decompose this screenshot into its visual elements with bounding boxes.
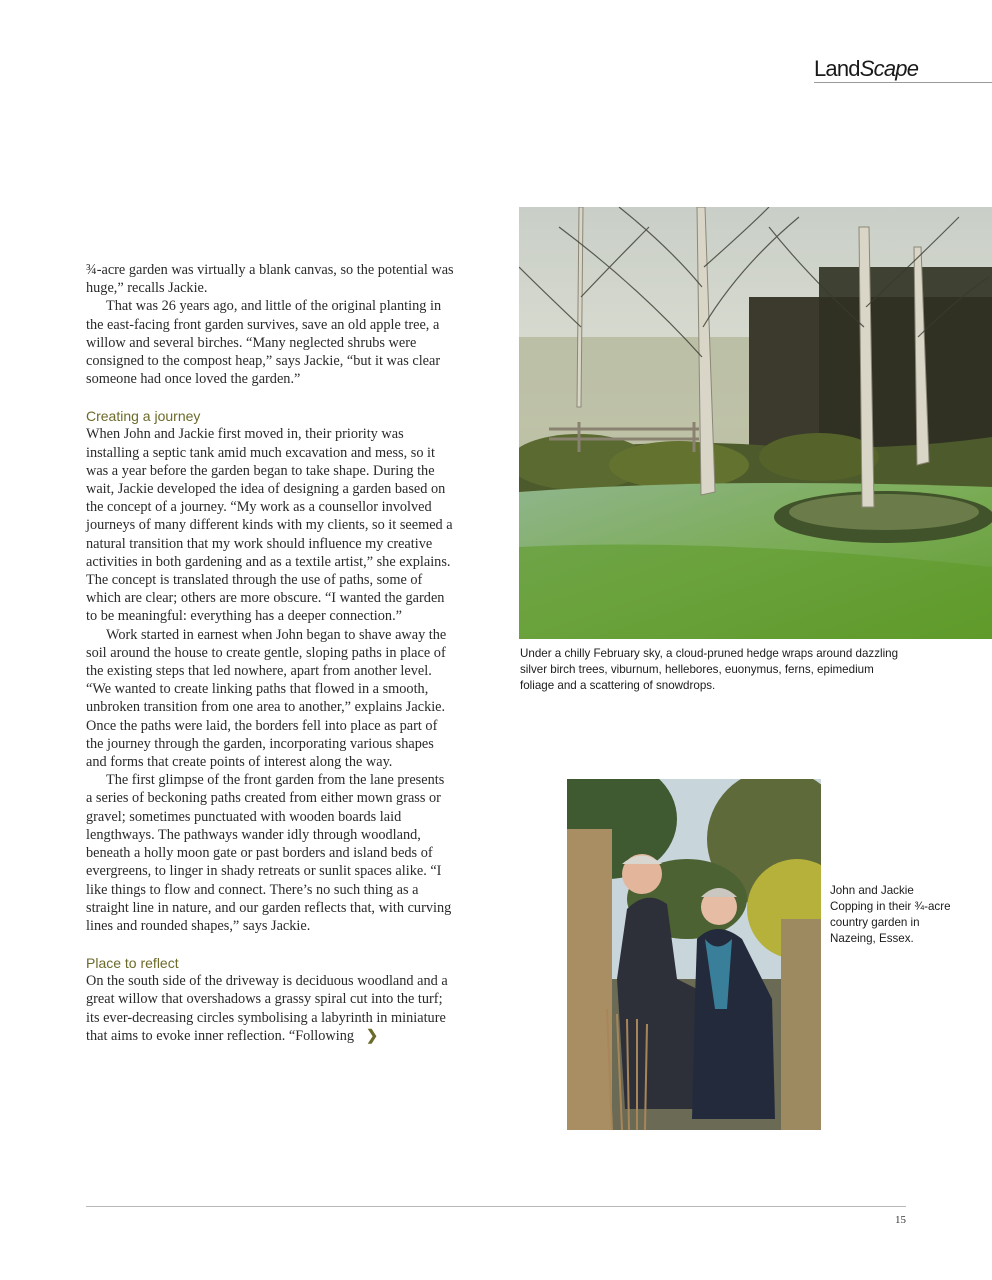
continue-arrow-icon: ❯ [366,1027,378,1044]
garden-photo-caption: Under a chilly February sky, a cloud-pruned hedge wraps around dazzling silver birch trees, viburnum, hellebores, euonymus, ferns, epimedium foliage and a scattering of snowdrops. [520,647,899,692]
subheading-creating-a-journey: Creating a journey [86,408,201,425]
paragraph-last [86,972,454,1045]
paragraph: The first glimpse of the front garden from the lane presents a series of beckoning paths created from either mown grass or gravel; sometimes punctuated with wooden boards laid lengthways. The pathways wander idly through woodland, beneath a holly moon gate or past borders and island beds of evergreens, to linger in shady retreats or sunlit spaces alike. “I like things to flow and connect. There’s no such thing as a straight line in nature, and our garden reflects that, with curving lines and rounded shapes,” says Jackie. [86,772,452,934]
paragraph-text: On the south side of the driveway is deciduous woodland and a great willow that overshadows a grassy spiral cut into the turf; its ever-decreasing circles symbolising a labyrinth in miniature that aims to evoke inner reflection. “Following [86,973,448,1044]
couple-photo-caption: John and Jackie Copping in their ¾-acre country garden in Nazeing, Essex. [830,884,951,945]
paragraph: When John and Jackie first moved in, their priority was installing a septic tank amid much excavation and mess, so it was a year before the garden began to take shape. During the wait, Jackie developed the idea of designing a garden based on the concept of a journey. “My work as a counsellor involved journeys of many different kinds with my clients, so it seemed a natural transition that my work should influence my creative activities in both gardening and as a textile artist,” she explains. The concept is translated through the use of paths, some of which are clear; others are more obscure. “I wanted the garden to be meaningful: everything has a deeper connection.” [86,426,453,625]
magazine-logo: LandScape [814,56,919,81]
garden-photo [519,207,992,639]
couple-photo [567,779,821,1130]
page-number: 15 [895,1214,906,1226]
paragraph: That was 26 years ago, and little of the original planting in the east-facing front garden survives, save an old apple tree, a willow and several birches. “Many neglected shrubs were consigned to the compost heap,” says Jackie, “but it was clear someone had once loved the garden.” [86,298,442,388]
paragraph: ¾-acre garden was virtually a blank canvas, so the potential was huge,” recalls Jackie. [86,262,454,297]
subheading-place-to-reflect: Place to reflect [86,955,179,972]
paragraph: Work started in earnest when John began to shave away the soil around the house to create gentle, sloping paths in place of the existing steps that led nowhere, apart from another level. “We wanted to create linking paths that flowed in a smooth, unbroken transition from one area to another,” explains Jackie. Once the paths were laid, the borders fell into place as part of the journey through the garden, incorporating various shapes and forms that create points of interest along the way. [86,626,447,771]
footer-divider [86,1206,906,1207]
article-body [86,261,454,1045]
masthead [814,54,992,83]
